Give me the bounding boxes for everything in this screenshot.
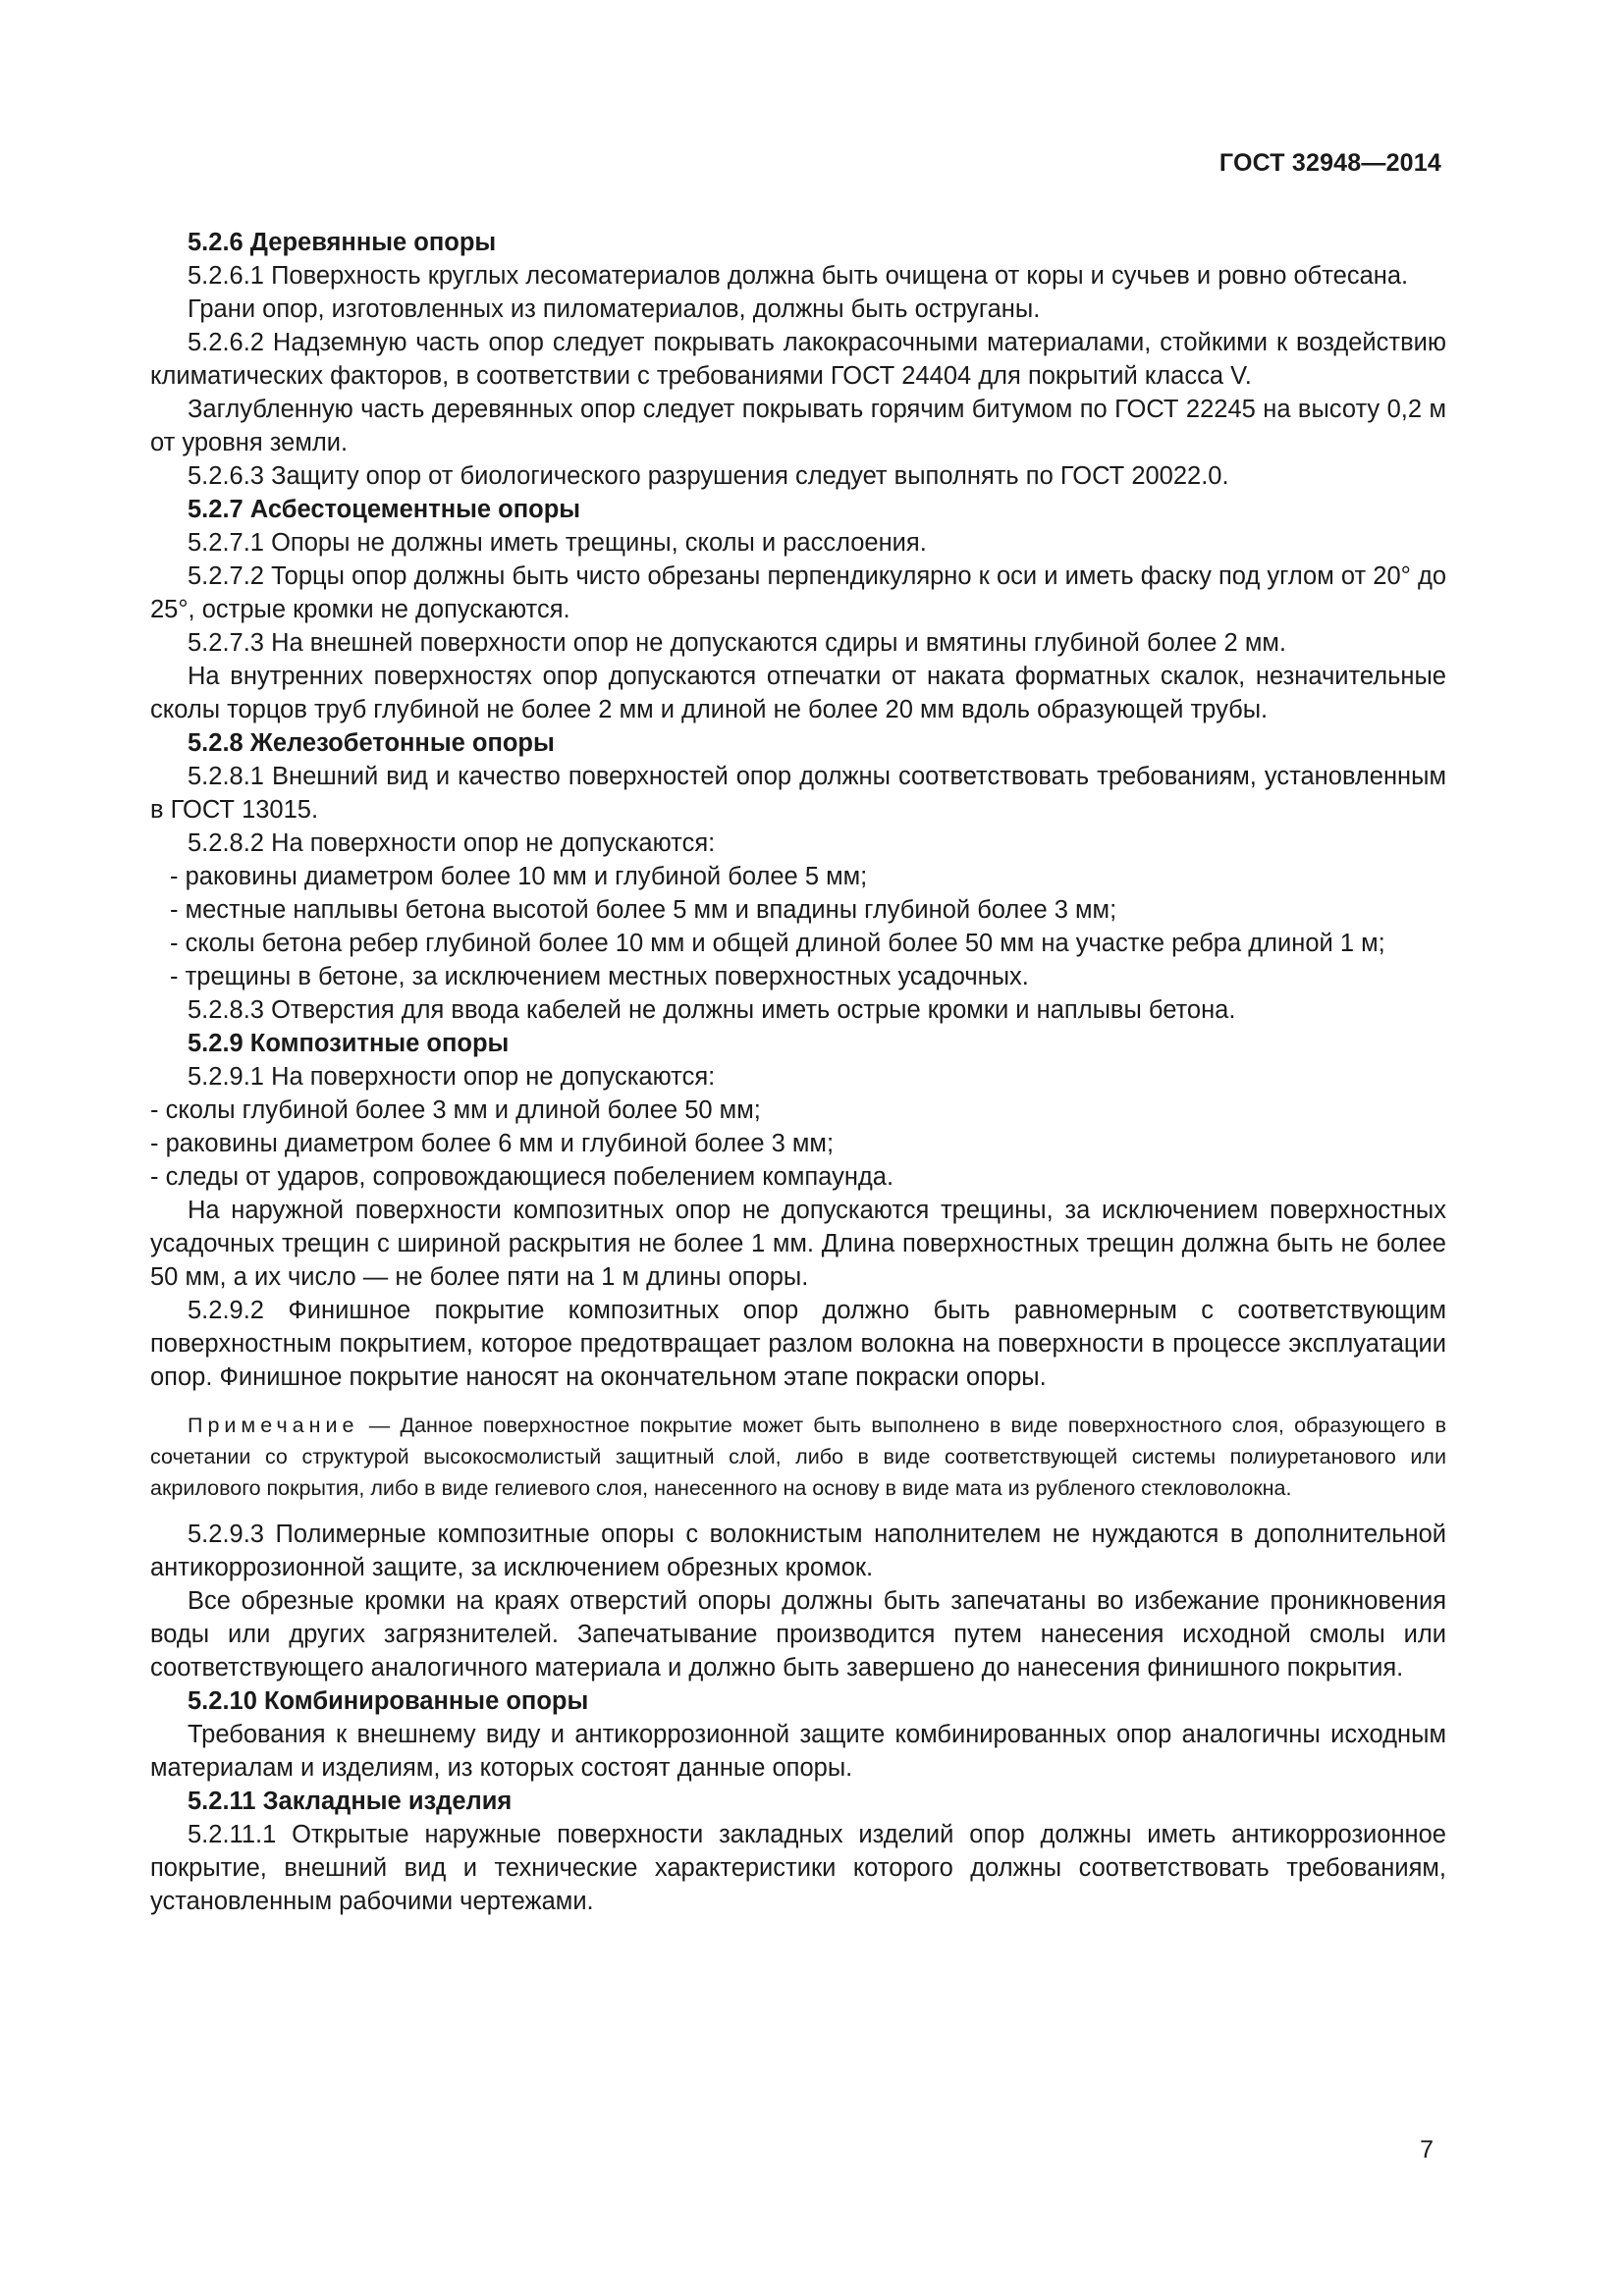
section-heading-5-2-7: 5.2.7 Асбестоцементные опоры bbox=[188, 496, 581, 523]
document-body bbox=[150, 226, 1446, 1918]
list-item: - раковины диаметром более 6 мм и глубиной более 3 мм; bbox=[150, 1130, 835, 1157]
note-label: Примечание bbox=[188, 1414, 359, 1437]
paragraph: Все обрезные кромки на краях отверстий опоры должны быть запечатаны во избежание проникновения воды или других загрязнителей. Запечатывание производится путем нанесения исходной смолы или соответствующего аналогичного материала и должно быть завершено до нанесения финишного покрытия. bbox=[150, 1587, 1446, 1682]
list-item: - трещины в бетоне, за исключением местных поверхностных усадочных. bbox=[170, 963, 1029, 990]
paragraph: 5.2.9.1 На поверхности опор не допускаются: bbox=[188, 1063, 716, 1091]
paragraph: Требования к внешнему виду и антикоррозионной защите комбинированных опор аналогичны исходным материалам и изделиям, из которых состоят данные опоры. bbox=[150, 1721, 1446, 1782]
paragraph: 5.2.8.2 На поверхности опор не допускаются: bbox=[188, 829, 716, 857]
list-item: - местные наплывы бетона высотой более 5 мм и впадины глубиной более 3 мм; bbox=[170, 896, 1117, 924]
paragraph: 5.2.6.2 Надземную часть опор следует покрывать лакокрасочными материалами, стойкими к воздействию климатических факторов, в соответствии с требованиями ГОСТ 24404 для покрытий класса V. bbox=[150, 329, 1446, 390]
page-number: 7 bbox=[1420, 2136, 1434, 2163]
paragraph: Заглубленную часть деревянных опор следует покрывать горячим битумом по ГОСТ 22245 на высоту 0,2 м от уровня земли. bbox=[150, 396, 1446, 456]
paragraph: 5.2.7.3 На внешней поверхности опор не допускаются сдиры и вмятины глубиной более 2 мм. bbox=[188, 629, 1286, 657]
paragraph: На наружной поверхности композитных опор не допускаются трещины, за исключением поверхностных усадочных трещин с шириной раскрытия не более 1 мм. Длина поверхностных трещин должна быть не более 50 мм, а их число — не более пяти на 1 м длины опоры. bbox=[150, 1197, 1446, 1291]
paragraph: 5.2.11.1 Открытые наружные поверхности закладных изделий опор должны иметь антикоррозионное покрытие, внешний вид и технические характеристики которого должны соответствовать требованиям, установленным рабочими чертежами. bbox=[150, 1821, 1446, 1915]
note-block bbox=[150, 1410, 1446, 1504]
list-item: - следы от ударов, сопровождающиеся побелением компаунда. bbox=[150, 1163, 894, 1191]
list-item: - раковины диаметром более 10 мм и глубиной более 5 мм; bbox=[170, 863, 868, 890]
section-heading-5-2-9: 5.2.9 Композитные опоры bbox=[188, 1030, 510, 1057]
paragraph: 5.2.6.1 Поверхность круглых лесоматериалов должна быть очищена от коры и сучьев и ровно обтесана. bbox=[188, 262, 1409, 290]
section-heading-5-2-8: 5.2.8 Железобетонные опоры bbox=[188, 729, 555, 757]
section-heading-5-2-11: 5.2.11 Закладные изделия bbox=[188, 1788, 513, 1815]
list-item: - сколы бетона ребер глубиной более 10 мм и общей длиной более 50 мм на участке ребра длиной 1 м; bbox=[170, 930, 1385, 957]
paragraph: 5.2.9.3 Полимерные композитные опоры с волокнистым наполнителем не нуждаются в дополнительной антикоррозионной защите, за исключением обрезных кромок. bbox=[150, 1521, 1446, 1581]
section-heading-5-2-10: 5.2.10 Комбинированные опоры bbox=[188, 1687, 589, 1715]
paragraph: 5.2.9.2 Финишное покрытие композитных опор должно быть равномерным с соответствующим поверхностным покрытием, которое предотвращает разлом волокна на поверхности в процессе эксплуатации опор. Финишное покрытие наносят на окончательном этапе покраски опоры. bbox=[150, 1297, 1446, 1391]
paragraph: 5.2.8.1 Внешний вид и качество поверхностей опор должны соответствовать требованиям, установленным в ГОСТ 13015. bbox=[150, 763, 1446, 824]
paragraph: Грани опор, изготовленных из пиломатериалов, должны быть оструганы. bbox=[188, 295, 1041, 323]
paragraph: 5.2.8.3 Отверстия для ввода кабелей не должны иметь острые кромки и наплывы бетона. bbox=[188, 996, 1236, 1024]
list-item: - сколы глубиной более 3 мм и длиной более 50 мм; bbox=[150, 1096, 761, 1124]
paragraph: 5.2.7.1 Опоры не должны иметь трещины, сколы и расслоения. bbox=[188, 529, 927, 557]
note-text: — Данное поверхностное покрытие может быть выполнено в виде поверхностного слоя, образующего в сочетании со структурой высокосмолистый защитный слой, либо в виде соответствующей системы полиуретанового или акрилового покрытия, либо в виде гелиевого слоя, нанесенного на основу в виде мата из рубленого стекловолокна. bbox=[150, 1414, 1446, 1500]
paragraph: 5.2.7.2 Торцы опор должны быть чисто обрезаны перпендикулярно к оси и иметь фаску под углом от 20° до 25°, острые кромки не допускаются. bbox=[150, 562, 1446, 623]
paragraph: 5.2.6.3 Защиту опор от биологического разрушения следует выполнять по ГОСТ 20022.0. bbox=[188, 462, 1229, 490]
paragraph: На внутренних поверхностях опор допускаются отпечатки от наката форматных скалок, незначительные сколы торцов труб глубиной не более 2 мм и длиной не более 20 мм вдоль образующей трубы. bbox=[150, 663, 1446, 723]
section-heading-5-2-6: 5.2.6 Деревянные опоры bbox=[188, 229, 497, 256]
document-code-header: ГОСТ 32948—2014 bbox=[1218, 149, 1441, 177]
